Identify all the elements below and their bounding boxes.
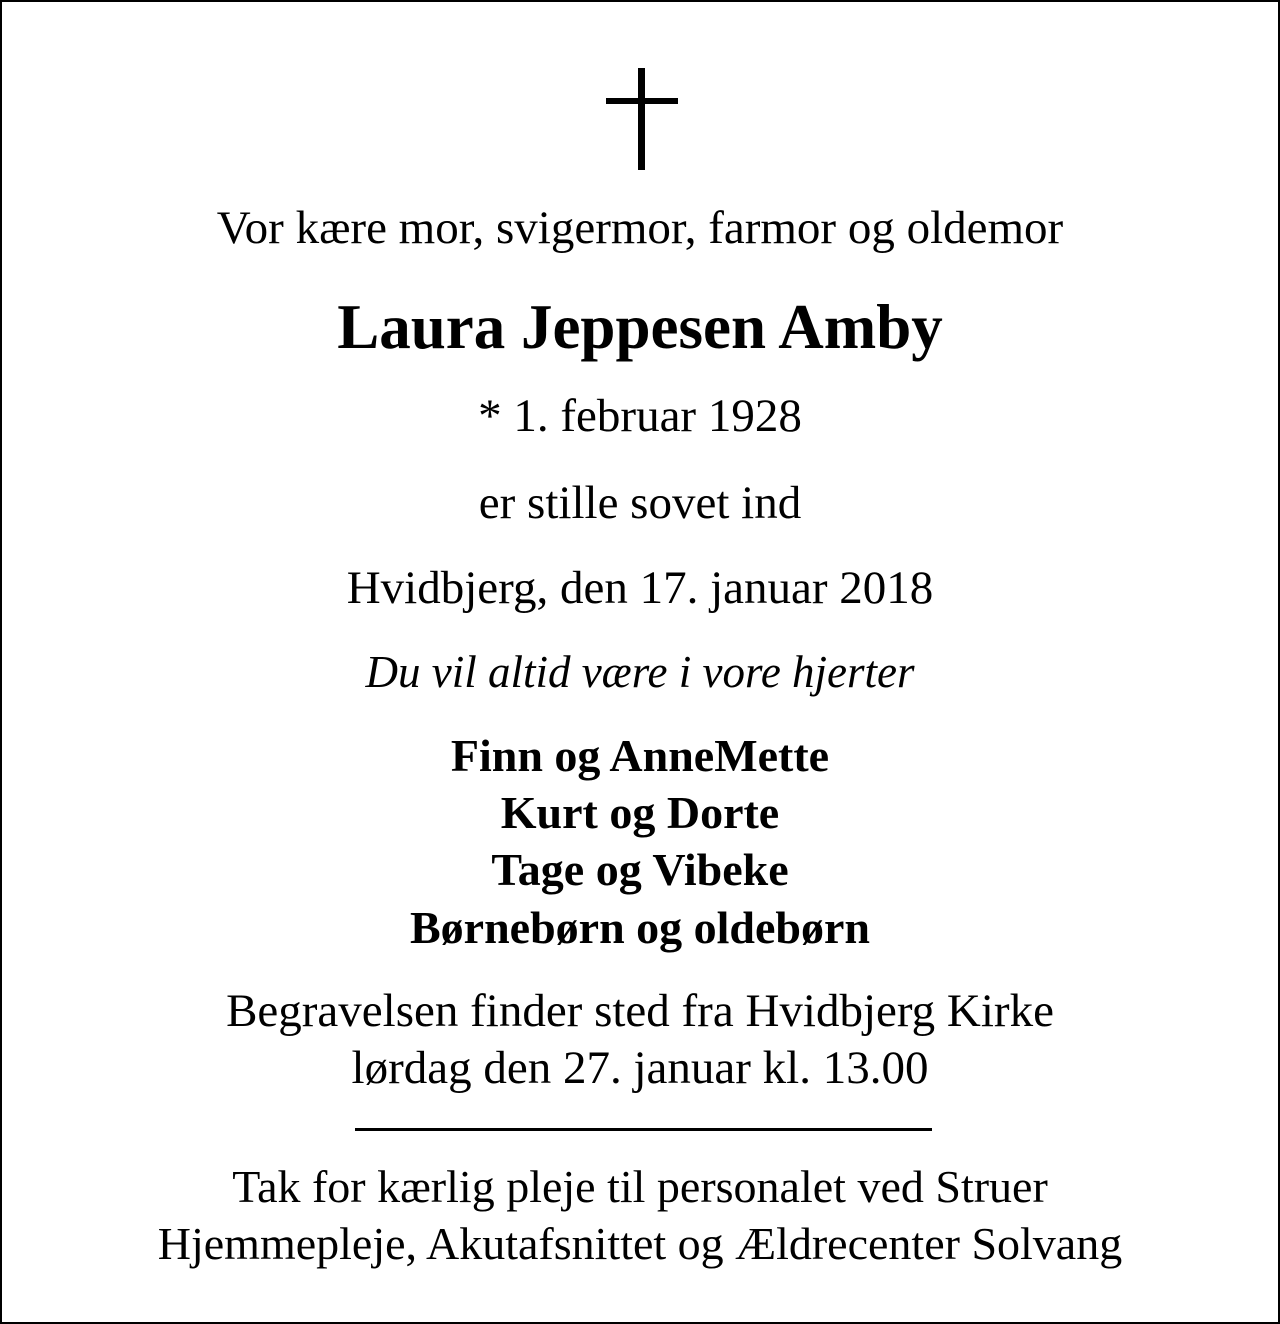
thanks-line: Hjemmepleje, Akutafsnittet og Ældrecenter Solvang	[157, 1218, 1123, 1269]
thanks-line: Tak for kærlig pleje til personalet ved Struer	[232, 1161, 1048, 1212]
cross-icon	[606, 68, 678, 170]
intro-text: Vor kære mor, svigermor, farmor og oldemor	[216, 202, 1064, 254]
survivor-line: Kurt og Dorte	[500, 787, 780, 838]
survivor-line: Børnebørn og oldebørn	[409, 902, 871, 953]
passed-away-text: er stille sovet ind	[478, 477, 802, 529]
deceased-name: Laura Jeppesen Amby	[337, 292, 943, 362]
survivor-line: Finn og AnneMette	[450, 730, 830, 781]
place-and-date: Hvidbjerg, den 17. januar 2018	[346, 562, 934, 614]
funeral-info-line: lørdag den 27. januar kl. 13.00	[351, 1042, 929, 1094]
cross-vertical-bar	[638, 68, 645, 170]
section-divider	[355, 1128, 932, 1131]
survivor-line: Tage og Vibeke	[491, 844, 789, 895]
birth-date: * 1. februar 1928	[478, 390, 802, 442]
funeral-info-line: Begravelsen finder sted fra Hvidbjerg Kirke	[226, 985, 1054, 1037]
cross-horizontal-bar	[606, 98, 678, 104]
memorial-motto: Du vil altid være i vore hjerter	[365, 647, 915, 697]
